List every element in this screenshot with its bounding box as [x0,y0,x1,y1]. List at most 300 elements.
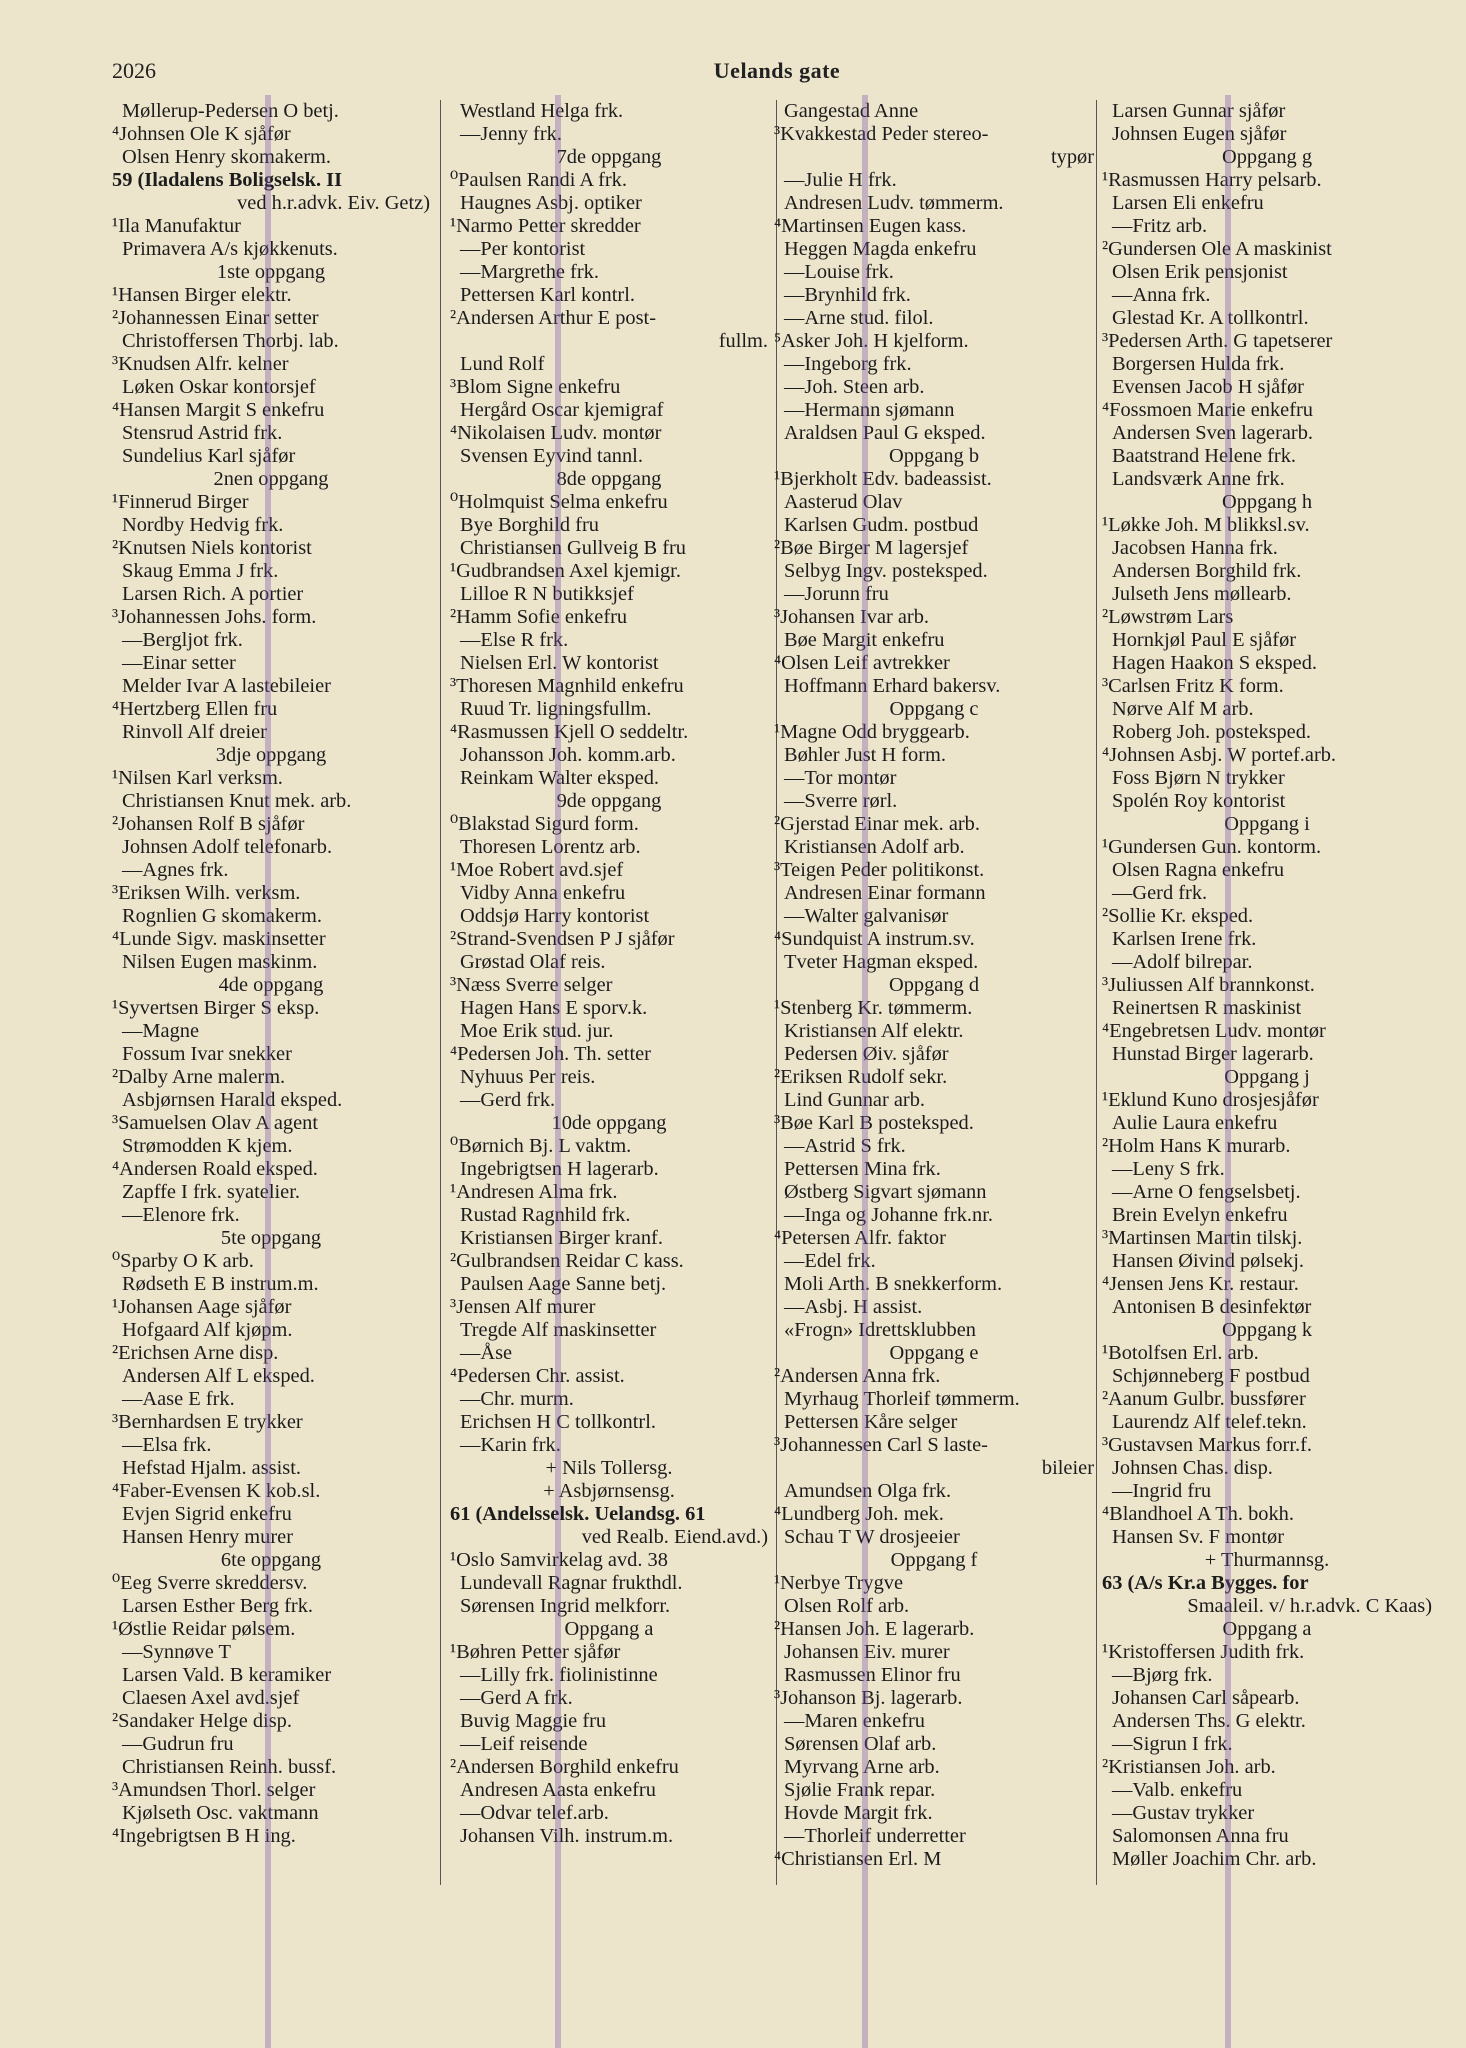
directory-entry: ²Strand-Svendsen P J sjåfør [450,928,675,950]
directory-entry: Araldsen Paul G eksped. [784,422,986,444]
directory-entry: Gangestad Anne [784,100,919,122]
directory-entry: ²Gjerstad Einar mek. arb. [774,813,980,835]
directory-entry: Christiansen Gullveig B fru [460,537,686,559]
directory-entry: Stensrud Astrid frk. [122,422,283,444]
directory-entry: Christiansen Knut mek. arb. [122,790,352,812]
directory-entry: ⁴Engebretsen Ludv. montør [1102,1020,1326,1042]
entrance-heading: 5te oppgang [220,1227,322,1249]
directory-entry: Pettersen Karl kontrl. [460,284,635,306]
directory-entry: ³Johannessen Carl S laste- [774,1434,988,1456]
directory-entry: Myrhaug Thorleif tømmerm. [784,1388,1020,1410]
directory-entry: Tregde Alf maskinsetter [460,1319,657,1341]
directory-entry: ¹Gudbrandsen Axel kjemigr. [450,560,681,582]
directory-entry: Buvig Maggie fru [460,1710,607,1732]
directory-entry: Brein Evelyn enkefru [1112,1204,1288,1226]
column-divider [1096,100,1097,1885]
directory-entry: ²Andersen Anna frk. [774,1365,941,1387]
directory-entry: Evensen Jacob H sjåfør [1112,376,1304,398]
building-number: 59 (Iladalens Boligselsk. II [112,169,343,191]
directory-entry: —Inga og Johanne frk.nr. [784,1204,993,1226]
directory-entry: —Karin frk. [460,1434,561,1456]
directory-entry: ¹Østlie Reidar pølsem. [112,1618,296,1640]
directory-entry: Aasterud Olav [784,491,903,513]
directory-entry: —Hermann sjømann [784,399,955,421]
directory-entry: Larsen Rich. A portier [122,583,304,605]
directory-entry: Karlsen Gudm. postbud [784,514,979,536]
directory-entry: —Julie H frk. [784,169,897,191]
directory-entry: —Agnes frk. [122,859,229,881]
directory-entry: Christiansen Reinh. bussf. [122,1756,337,1778]
directory-entry: —Else R frk. [460,629,569,651]
directory-column-2 [450,100,768,1885]
directory-entry: Johnsen Eugen sjåfør [1112,123,1287,145]
directory-entry: —Edel frk. [784,1250,876,1272]
building-number: 63 (A/s Kr.a Bygges. for [1102,1572,1309,1594]
directory-entry: —Gustav trykker [1112,1802,1255,1824]
directory-entry: —Leny S frk. [1112,1158,1225,1180]
directory-entry: ³Juliussen Alf brannkonst. [1102,974,1315,996]
directory-entry: ²Bøe Birger M lagersjef [774,537,969,559]
directory-entry: ¹Nerbye Trygve [774,1572,904,1594]
entrance-heading: Oppgang c [889,698,979,720]
directory-entry: ²Sollie Kr. eksped. [1102,905,1254,927]
entrance-heading: Oppgang b [888,445,980,467]
directory-entry: Julseth Jens møllearb. [1112,583,1292,605]
entrance-heading: Oppgang k [1221,1319,1313,1341]
directory-entry: ²Aanum Gulbr. bussfører [1102,1388,1306,1410]
directory-entry: Lind Gunnar arb. [784,1089,925,1111]
directory-entry: —Aase E frk. [122,1388,235,1410]
directory-entry: Løken Oskar kontorsjef [122,376,316,398]
directory-entry: —Gerd A frk. [460,1687,573,1709]
directory-entry: ⁴Martinsen Eugen kass. [774,215,967,237]
directory-entry: ³Bernhardsen E trykker [112,1411,303,1433]
directory-entry: —Brynhild frk. [784,284,911,306]
directory-entry: ⁴Christiansen Erl. M [774,1848,942,1870]
entrance-heading: Oppgang e [889,1342,979,1364]
entrance-heading: 6te oppgang [220,1549,322,1571]
directory-entry: ⁴Ingebrigtsen B H ing. [112,1825,296,1847]
directory-entry: Johansen Vilh. instrum.m. [460,1825,674,1847]
directory-entry: Sundelius Karl sjåfør [122,445,296,467]
directory-entry: Primavera A/s kjøkkenuts. [122,238,338,260]
directory-entry: ⁵Asker Joh. H kjelform. [774,330,969,352]
directory-entry: ²Knutsen Niels kontorist [112,537,312,559]
directory-entry: Hofgaard Alf kjøpm. [122,1319,293,1341]
directory-entry: ²Holm Hans K murarb. [1102,1135,1291,1157]
directory-entry: ved Realb. Eiend.avd.) [581,1526,768,1548]
directory-entry: —Per kontorist [460,238,586,260]
directory-entry: Johansen Carl såpearb. [1112,1687,1300,1709]
directory-entry: —Gerd frk. [460,1089,556,1111]
directory-entry: Roberg Joh. posteksped. [1112,721,1311,743]
entrance-heading: Oppgang j [1224,1066,1310,1088]
directory-entry: Westland Helga frk. [460,100,624,122]
directory-entry: ³Thoresen Magnhild enkefru [450,675,684,697]
directory-entry: Larsen Esther Berg frk. [122,1595,314,1617]
directory-entry: Rasmussen Elinor fru [784,1664,961,1686]
directory-entry: Rinvoll Alf dreier [122,721,267,743]
directory-entry: —Elenore frk. [122,1204,240,1226]
directory-entry: —Valb. enkefru [1112,1779,1243,1801]
directory-entry: ¹Narmo Petter skredder [450,215,641,237]
directory-entry: Hansen Henry murer [122,1526,293,1548]
directory-entry: Sjølie Frank repar. [784,1779,936,1801]
directory-entry: ³Gustavsen Markus forr.f. [1102,1434,1312,1456]
directory-entry: —Ingeborg frk. [784,353,912,375]
directory-entry: ³Kvakkestad Peder stereo- [774,123,989,145]
directory-entry: Fossum Ivar snekker [122,1043,292,1065]
directory-entry: Christoffersen Thorbj. lab. [122,330,339,352]
directory-entry: Hansen Øivind pølsekj. [1112,1250,1304,1272]
directory-entry: —Anna frk. [1112,284,1211,306]
building-number: 61 (Andelsselsk. Uelandsg. 61 [450,1503,706,1525]
directory-entry: ³Johannessen Johs. form. [112,606,317,628]
directory-entry: ¹Syvertsen Birger S eksp. [112,997,320,1019]
directory-entry: Hansen Sv. F montør [1112,1526,1284,1548]
directory-entry: ²Sandaker Helge disp. [112,1710,292,1732]
directory-entry: —Ingrid fru [1112,1480,1212,1502]
directory-column-1 [112,100,430,1885]
entrance-heading: Oppgang g [1221,146,1313,168]
ink-stripe [1225,95,1231,2048]
directory-entry: Schau T W drosjeeier [784,1526,960,1548]
directory-entry: ⁴Johnsen Ole K sjåfør [112,123,291,145]
directory-entry: Østberg Sigvart sjømann [784,1181,987,1203]
directory-entry: Hagen Haakon S eksped. [1112,652,1317,674]
directory-entry: Paulsen Aage Sanne betj. [460,1273,667,1295]
entrance-heading: 9de oppgang [556,790,662,812]
directory-entry: Borgersen Hulda frk. [1112,353,1285,375]
entrance-heading: 8de oppgang [556,468,662,490]
directory-entry: —Jorunn fru [784,583,889,605]
directory-entry: ⁴Johnsen Asbj. W portef.arb. [1102,744,1337,766]
directory-entry: —Synnøve T [122,1641,231,1663]
directory-entry: Bye Borghild fru [460,514,599,536]
directory-entry: Zapffe I frk. syatelier. [122,1181,300,1203]
directory-entry: Olsen Rolf arb. [784,1595,910,1617]
directory-entry: Reinertsen R maskinist [1112,997,1302,1019]
directory-entry: + Nils Tollersg. [545,1457,673,1479]
directory-entry: ³Teigen Peder politikonst. [774,859,985,881]
directory-entry: ³Pedersen Arth. G tapetserer [1102,330,1333,352]
directory-entry: ⁰Holmquist Selma enkefru [450,491,668,513]
directory-entry: ²Eriksen Rudolf sekr. [774,1066,948,1088]
directory-entry: ²Johannessen Einar setter [112,307,319,329]
page-header [112,58,1442,88]
directory-entry: —Gerd frk. [1112,882,1208,904]
directory-entry: —Arne stud. filol. [784,307,934,329]
directory-entry: Schjønneberg F postbud [1112,1365,1310,1387]
directory-entry: —Odvar telef.arb. [460,1802,609,1824]
entrance-heading: Oppgang h [1221,491,1313,513]
directory-entry: bileier [1041,1457,1094,1479]
directory-entry: ¹Bjerkholt Edv. badeassist. [774,468,992,490]
directory-entry: Hunstad Birger lagerarb. [1112,1043,1314,1065]
directory-entry: Nyhuus Per reis. [460,1066,596,1088]
directory-entry: Hagen Hans E sporv.k. [460,997,648,1019]
directory-entry: Lilloe R N butikksjef [460,583,634,605]
directory-entry: ³Blom Signe enkefru [450,376,621,398]
directory-entry: ⁴Pedersen Joh. Th. setter [450,1043,651,1065]
directory-entry: Pettersen Mina frk. [784,1158,941,1180]
directory-entry: «Frogn» Idrettsklubben [784,1319,976,1341]
directory-entry: Tveter Hagman eksped. [784,951,979,973]
directory-entry: ⁰Sparby O K arb. [112,1250,254,1272]
directory-entry: Lundevall Ragnar frukthdl. [460,1572,683,1594]
directory-entry: —Elsa frk. [122,1434,212,1456]
directory-entry: Nordby Hedvig frk. [122,514,284,536]
directory-entry: —Astrid S frk. [784,1135,906,1157]
directory-entry: Pedersen Øiv. sjåfør [784,1043,949,1065]
directory-entry: —Maren enkefru [784,1710,925,1732]
directory-entry: ³Samuelsen Olav A agent [112,1112,319,1134]
directory-entry: Skaug Emma J frk. [122,560,279,582]
directory-entry: —Einar setter [122,652,236,674]
directory-entry: ³Carlsen Fritz K form. [1102,675,1284,697]
directory-entry: —Chr. murm. [460,1388,574,1410]
directory-entry: ³Martinsen Martin tilskj. [1102,1227,1303,1249]
directory-entry: Moli Arth. B snekkerform. [784,1273,1003,1295]
directory-entry: Andersen Borghild frk. [1112,560,1302,582]
directory-entry: ²Erichsen Arne disp. [112,1342,279,1364]
directory-column-4 [1102,100,1432,1885]
directory-entry: Hoffmann Erhard bakersv. [784,675,1001,697]
directory-entry: ⁴Petersen Alfr. faktor [774,1227,946,1249]
directory-entry: —Sverre rørl. [784,790,898,812]
directory-entry: ⁴Lundberg Joh. mek. [774,1503,944,1525]
directory-entry: Moe Erik stud. jur. [460,1020,614,1042]
directory-entry: Andresen Ludv. tømmerm. [784,192,1004,214]
directory-entry: ¹Moe Robert avd.sjef [450,859,624,881]
directory-entry: Rognlien G skomakerm. [122,905,322,927]
directory-entry: Larsen Gunnar sjåfør [1112,100,1286,122]
directory-entry: Johnsen Chas. disp. [1112,1457,1273,1479]
directory-entry: —Arne O fengselsbetj. [1112,1181,1301,1203]
directory-entry: Glestad Kr. A tollkontrl. [1112,307,1309,329]
entrance-heading: Oppgang a [564,1618,654,1640]
directory-entry: —Fritz arb. [1112,215,1208,237]
page-number: 2026 [112,58,156,83]
directory-entry: Oddsjø Harry kontorist [460,905,650,927]
directory-entry: —Bergljot frk. [122,629,243,651]
directory-entry: Kristiansen Birger kranf. [460,1227,663,1249]
directory-entry: Baatstrand Helene frk. [1112,445,1297,467]
directory-entry: Salomonsen Anna fru [1112,1825,1289,1847]
directory-entry: Nørve Alf M arb. [1112,698,1254,720]
directory-entry: ²Gundersen Ole A maskinist [1102,238,1332,260]
directory-entry: Møllerup-Pedersen O betj. [122,100,339,122]
directory-entry: Hovde Margit frk. [784,1802,933,1824]
directory-entry: ¹Oslo Samvirkelag avd. 38 [450,1549,668,1571]
directory-entry: —Bjørg frk. [1112,1664,1213,1686]
directory-entry: ⁴Andersen Roald eksped. [112,1158,318,1180]
directory-entry: —Jenny frk. [460,123,562,145]
directory-entry: ⁴Hertzberg Ellen fru [112,698,278,720]
directory-entry: Olsen Henry skomakerm. [122,146,331,168]
directory-entry: ⁰Blakstad Sigurd form. [450,813,639,835]
directory-entry: Melder Ivar A lastebileier [122,675,331,697]
directory-column-3 [774,100,1094,1885]
directory-entry: Olsen Ragna enkefru [1112,859,1285,881]
entrance-heading: 7de oppgang [556,146,662,168]
directory-entry: ¹Hansen Birger elektr. [112,284,292,306]
directory-entry: Myrvang Arne arb. [784,1756,940,1778]
directory-entry: Olsen Erik pensjonist [1112,261,1288,283]
directory-entry: Johnsen Adolf telefonarb. [122,836,333,858]
directory-entry: Nielsen Erl. W kontorist [460,652,659,674]
directory-entry: ⁴Lunde Sigv. maskinsetter [112,928,326,950]
directory-entry: —Gudrun fru [122,1733,234,1755]
column-divider [440,100,441,1885]
directory-entry: Johansson Joh. komm.arb. [460,744,676,766]
ink-stripe [555,95,561,2048]
entrance-heading: Oppgang d [888,974,980,996]
directory-entry: —Tor montør [784,767,897,789]
directory-entry: Antonisen B desinfektør [1112,1296,1312,1318]
directory-entry: ³Næss Sverre selger [450,974,613,996]
directory-entry: —Margrethe frk. [460,261,599,283]
directory-entry: Hefstad Hjalm. assist. [122,1457,301,1479]
directory-entry: Kjølseth Osc. vaktmann [122,1802,319,1824]
directory-entry: —Sigrun I frk. [1112,1733,1233,1755]
directory-entry: ³Jensen Alf murer [450,1296,596,1318]
directory-entry: ³Amundsen Thorl. selger [112,1779,316,1801]
directory-entry: Heggen Magda enkefru [784,238,977,260]
directory-entry: —Walter galvanisør [784,905,949,927]
directory-entry: ³Johansen Ivar arb. [774,606,930,628]
directory-entry: Lund Rolf [460,353,545,375]
directory-entry: ¹Gundersen Gun. kontorm. [1102,836,1322,858]
directory-entry: —Leif reisende [460,1733,588,1755]
directory-entry: ²Andersen Borghild enkefru [450,1756,679,1778]
directory-entry: ²Gulbrandsen Reidar C kass. [450,1250,684,1272]
directory-entry: Asbjørnsen Harald eksped. [122,1089,343,1111]
directory-entry: ²Hansen Joh. E lagerarb. [774,1618,975,1640]
directory-entry: ⁴Fossmoen Marie enkefru [1102,399,1313,421]
directory-entry: + Thurmannsg. [1204,1549,1330,1571]
directory-entry: ²Hamm Sofie enkefru [450,606,628,628]
directory-entry: Aulie Laura enkefru [1112,1112,1278,1134]
directory-entry: Jacobsen Hanna frk. [1112,537,1278,559]
directory-entry: ⁴Rasmussen Kjell O seddeltr. [450,721,689,743]
directory-entry: —Louise frk. [784,261,894,283]
directory-entry: ³Eriksen Wilh. verksm. [112,882,301,904]
directory-entry: ⁰Eeg Sverre skreddersv. [112,1572,308,1594]
directory-entry: Bøe Margit enkefru [784,629,945,651]
directory-entry: Hornkjøl Paul E sjåfør [1112,629,1297,651]
directory-entry: fullm. [718,330,768,352]
directory-entry: —Adolf bilrepar. [1112,951,1253,973]
directory-entry: Selbyg Ingv. posteksped. [784,560,988,582]
directory-entry: Sørensen Ingrid melkforr. [460,1595,671,1617]
directory-entry: ³Knudsen Alfr. kelner [112,353,289,375]
directory-entry: Strømodden K kjem. [122,1135,293,1157]
directory-entry: ⁴Blandhoel A Th. bokh. [1102,1503,1294,1525]
directory-entry: ⁰Paulsen Randi A frk. [450,169,627,191]
directory-entry: Pettersen Kåre selger [784,1411,958,1433]
directory-entry: ²Dalby Arne malerm. [112,1066,286,1088]
directory-entry: ¹Magne Odd bryggearb. [774,721,970,743]
directory-entry: ³Bøe Karl B posteksped. [774,1112,974,1134]
directory-entry: ⁴Jensen Jens Kr. restaur. [1102,1273,1299,1295]
directory-entry: Kristiansen Adolf arb. [784,836,965,858]
directory-entry: Spolén Roy kontorist [1112,790,1286,812]
directory-entry: ⁴Hansen Margit S enkefru [112,399,325,421]
directory-entry: ¹Finnerud Birger [112,491,249,513]
directory-entry: ¹Ila Manufaktur [112,215,241,237]
directory-entry: Andersen Alf L eksped. [122,1365,315,1387]
directory-entry: —Asbj. H assist. [784,1296,923,1318]
directory-entry: —Magne [122,1020,200,1042]
directory-entry: Andersen Ths. G elektr. [1112,1710,1306,1732]
ink-stripe [265,95,271,2048]
directory-entry: ²Johansen Rolf B sjåfør [112,813,305,835]
directory-entry: Hergård Oscar kjemigraf [460,399,664,421]
directory-entry: ⁴Nikolaisen Ludv. montør [450,422,662,444]
directory-columns [112,100,1442,1885]
directory-entry: Haugnes Asbj. optiker [460,192,642,214]
entrance-heading: 10de oppgang [551,1112,667,1134]
directory-entry: ¹Rasmussen Harry pelsarb. [1102,169,1322,191]
directory-entry: Rødseth E B instrum.m. [122,1273,319,1295]
directory-entry: ⁴Faber-Evensen K kob.sl. [112,1480,321,1502]
directory-entry: Nilsen Eugen maskinm. [122,951,318,973]
directory-entry: ¹Botolfsen Erl. arb. [1102,1342,1259,1364]
directory-entry: ²Kristiansen Joh. arb. [1102,1756,1276,1778]
directory-entry: ved h.r.advk. Eiv. Getz) [237,192,430,214]
directory-entry: —Åse [460,1342,513,1364]
directory-entry: ¹Johansen Aage sjåfør [112,1296,292,1318]
directory-entry: Andresen Einar formann [784,882,986,904]
directory-entry: Larsen Vald. B keramiker [122,1664,332,1686]
directory-entry: ²Andersen Arthur E post- [450,307,657,329]
directory-entry: Smaaleil. v/ h.r.advk. C Kaas) [1187,1595,1432,1617]
directory-entry: Grøstad Olaf reis. [460,951,606,973]
ink-stripe [862,95,868,2048]
directory-entry: Landsværk Anne frk. [1112,468,1285,490]
directory-entry: Amundsen Olga frk. [784,1480,952,1502]
directory-entry: ⁴Sundquist A instrum.sv. [774,928,975,950]
directory-entry: Johansen Eiv. murer [784,1641,950,1663]
directory-entry: ⁰Børnich Bj. L vaktm. [450,1135,632,1157]
directory-entry: Sørensen Olaf arb. [784,1733,937,1755]
directory-entry: ¹Kristoffersen Judith frk. [1102,1641,1305,1663]
directory-entry: typør [1050,146,1094,168]
directory-entry: ⁴Pedersen Chr. assist. [450,1365,625,1387]
directory-entry: Andersen Sven lagerarb. [1112,422,1313,444]
directory-entry: ⁴Olsen Leif avtrekker [774,652,950,674]
directory-entry: Karlsen Irene frk. [1112,928,1257,950]
directory-entry: ¹Andresen Alma frk. [450,1181,618,1203]
entrance-heading: Oppgang f [890,1549,978,1571]
directory-entry: Laurendz Alf telef.tekn. [1112,1411,1307,1433]
directory-entry: ¹Løkke Joh. M blikksl.sv. [1102,514,1310,536]
directory-entry: Kristiansen Alf elektr. [784,1020,964,1042]
street-title: Uelands gate [713,58,841,83]
directory-entry: Erichsen H C tollkontrl. [460,1411,656,1433]
directory-entry: Ingebrigtsen H lagerarb. [460,1158,659,1180]
directory-entry: Evjen Sigrid enkefru [122,1503,292,1525]
directory-entry: ¹Nilsen Karl verksm. [112,767,283,789]
directory-entry: Rustad Ragnhild frk. [460,1204,631,1226]
directory-entry: Svensen Eyvind tannl. [460,445,643,467]
entrance-heading: 2nen oppgang [213,468,329,490]
entrance-heading: Oppgang a [1222,1618,1312,1640]
directory-entry: —Thorleif underretter [784,1825,966,1847]
directory-entry: Claesen Axel avd.sjef [122,1687,300,1709]
directory-entry: Vidby Anna enkefru [460,882,626,904]
